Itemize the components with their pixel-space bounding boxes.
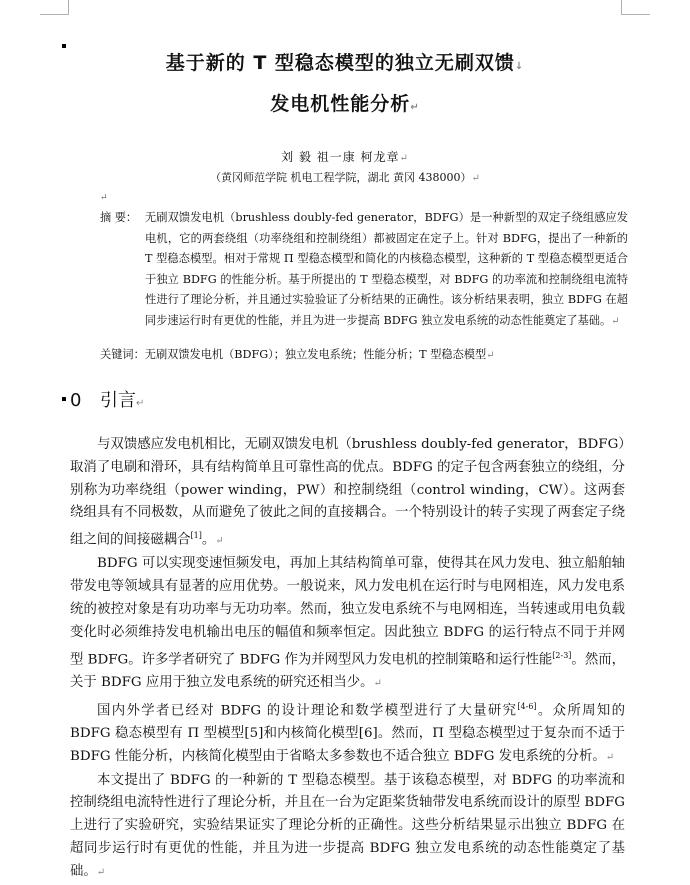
body-text [70,434,625,885]
paper-title-line-2: 发电机性能分析↵ [270,93,420,115]
paragraph: 国内外学者已经对 BDFG 的设计理论和数学模型进行了大量研究[4-6]。众所周知的 BDFG 稳态模型有 Π 型模型[5]和内核简化模型[6]。然而，Π 型稳态模型过于复杂而不适于 BDFG 性能分析，内核简化模型由于省略太多参数也不适合独立 BDFG 发电系统的分析。↵ [70,701,625,764]
section-title: 引言 [100,390,136,411]
abstract-text: 无刷双馈发电机（brushless doubly-fed generator，BDFG）是一种新型的双定子绕组感应发电机，它的两套绕组（功率绕组和控制绕组）都被固定在定子上。针对 BDFG，提出了一种新的 T 型稳态模型。相对于常规 Π 型稳态模型和简化的内核稳态模型，这种新的 T 型稳态模型更适合于独立 BDFG 的性能分析。基于所提出的 T 型稳态模型，对 BDFG 的功率流和控制绕组电流特性进行了理论分析，并且通过实验验证了分析结果的正确性。该分析结果表明，独立 BDFG 在超同步速运行时有更优的性能，并且为进一步提高 BDFG 独立发电系统的动态性能奠定了基础。↵ [145,211,628,327]
keywords-label: 关键词： [100,348,145,361]
paper-title-line-1: 基于新的 T 型稳态模型的独立无刷双馈↓ [165,52,525,74]
crop-mark-top-left [40,0,69,15]
section-heading: 0 引言↵ [70,390,145,411]
crop-mark-top-right [621,0,650,15]
heading-mark [62,397,66,401]
keywords: 关键词：无刷双馈发电机（BDFG）；独立发电系统；性能分析；T 型稳态模型↵ [100,348,495,361]
affiliation: （黄冈师范学院 机电工程学院，湖北 黄冈 438000）↵ [210,171,480,184]
abstract [100,208,628,332]
paragraph: 与双馈感应发电机相比，无刷双馈发电机（brushless doubly-fed generator，BDFG）取消了电刷和滑环，具有结构简单且可靠性高的优点。BDFG 的定子包含两套独立的绕组，分别称为功率绕组（power winding，PW）和控制绕组（control winding，CW）。这两套绕组具有不同极数，从而避免了彼此之间的直接耦合。一个特别设计的转子实现了两套定子绕组之间的间接磁耦合[1]。↵ [70,437,625,548]
abstract-label: 摘 要： [100,211,138,224]
paragraph: BDFG 可以实现变速恒频发电，再加上其结构简单可靠，使得其在风力发电、独立船舶轴带发电等领域具有显著的应用优势。一般说来，风力发电机在运行时与电网相连，风力发电系统的被控对象是有功功率与无功功率。然而，独立发电系统不与电网相连，当转速或用电负载变化时必须维持发电机输出电压的幅值和频率恒定。因此独立 BDFG 的运行特点不同于并网型 BDFG。许多学者研究了 BDFG 作为并网型风力发电机的控制策略和运行性能[2-3]。然而，关于 BDFG 应用于独立发电系统的研究还相当少。↵ [70,556,625,690]
section-number: 0 [70,390,82,411]
return-mark: ↵ [100,193,108,203]
keywords-text: 无刷双馈发电机（BDFG）；独立发电系统；性能分析；T 型稳态模型 [144,348,487,361]
authors: 刘 毅 祖一康 柯龙章↵ [281,150,409,164]
paragraph: 本文提出了 BDFG 的一种新的 T 型稳态模型。基于该稳态模型，对 BDFG 的功率流和控制绕组电流特性进行了理论分析，并且在一台为定距桨货轴带发电系统而设计的原型 BDFG 上进行了实验研究，实验结果证实了理论分析的正确性。这些分析结果显示出独立 BDFG 在超同步运行时有更优的性能，并且为进一步提高 BDFG 独立发电系统的动态性能奠定了基础。↵ [70,772,625,879]
